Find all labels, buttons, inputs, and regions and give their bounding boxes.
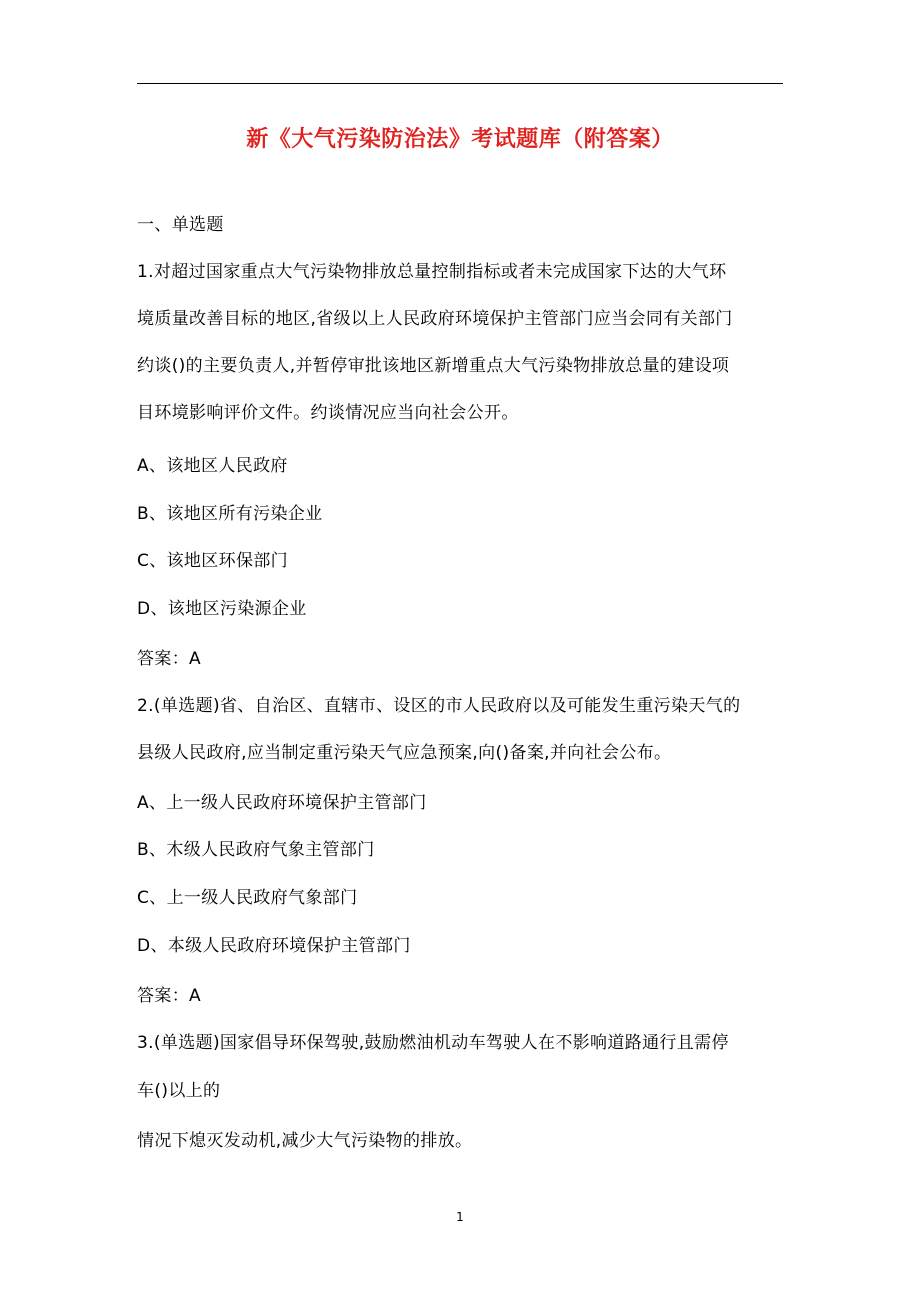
page-number: 1 xyxy=(456,1210,464,1224)
option-d: D、本级人民政府环境保护主管部门 xyxy=(137,936,411,956)
document-title: 新《大气污染防治法》考试题库（附答案） xyxy=(246,127,674,152)
question-stem-line: 目环境影响评价文件。约谈情况应当向社会公开。 xyxy=(137,403,519,423)
option-c: C、上一级人民政府气象部门 xyxy=(137,888,358,908)
option-b: B、该地区所有污染企业 xyxy=(137,504,323,524)
question-stem-line: 1.对超过国家重点大气污染物排放总量控制指标或者未完成国家下达的大气环 xyxy=(137,262,727,282)
option-b: B、木级人民政府气象主管部门 xyxy=(137,840,375,860)
question-stem-line: 情况下熄灭发动机,减少大气污染物的排放。 xyxy=(137,1131,473,1151)
option-d: D、该地区污染源企业 xyxy=(137,599,307,619)
option-a: A、该地区人民政府 xyxy=(137,456,288,476)
question-stem-line: 约谈()的主要负责人,并暂停审批该地区新增重点大气污染物排放总量的建设项 xyxy=(137,356,730,376)
answer: 答案：A xyxy=(137,986,202,1006)
question-stem-line: 3.(单选题)国家倡导环保驾驶,鼓励燃油机动车驾驶人在不影响道路通行且需停 xyxy=(137,1033,729,1053)
question-stem-line: 2.(单选题)省、自治区、直辖市、设区的市人民政府以及可能发生重污染天气的 xyxy=(137,696,741,716)
header-rule xyxy=(137,83,783,84)
option-a: A、上一级人民政府环境保护主管部门 xyxy=(137,793,427,813)
question-stem-line: 车()以上的 xyxy=(137,1081,221,1101)
answer: 答案：A xyxy=(137,649,202,669)
question-stem-line: 境质量改善目标的地区,省级以上人民政府环境保护主管部门应当会同有关部门 xyxy=(137,309,733,329)
option-c: C、该地区环保部门 xyxy=(137,551,289,571)
section-heading: 一、单选题 xyxy=(137,215,224,235)
question-stem-line: 县级人民政府,应当制定重污染天气应急预案,向()备案,并向社会公布。 xyxy=(137,743,672,763)
